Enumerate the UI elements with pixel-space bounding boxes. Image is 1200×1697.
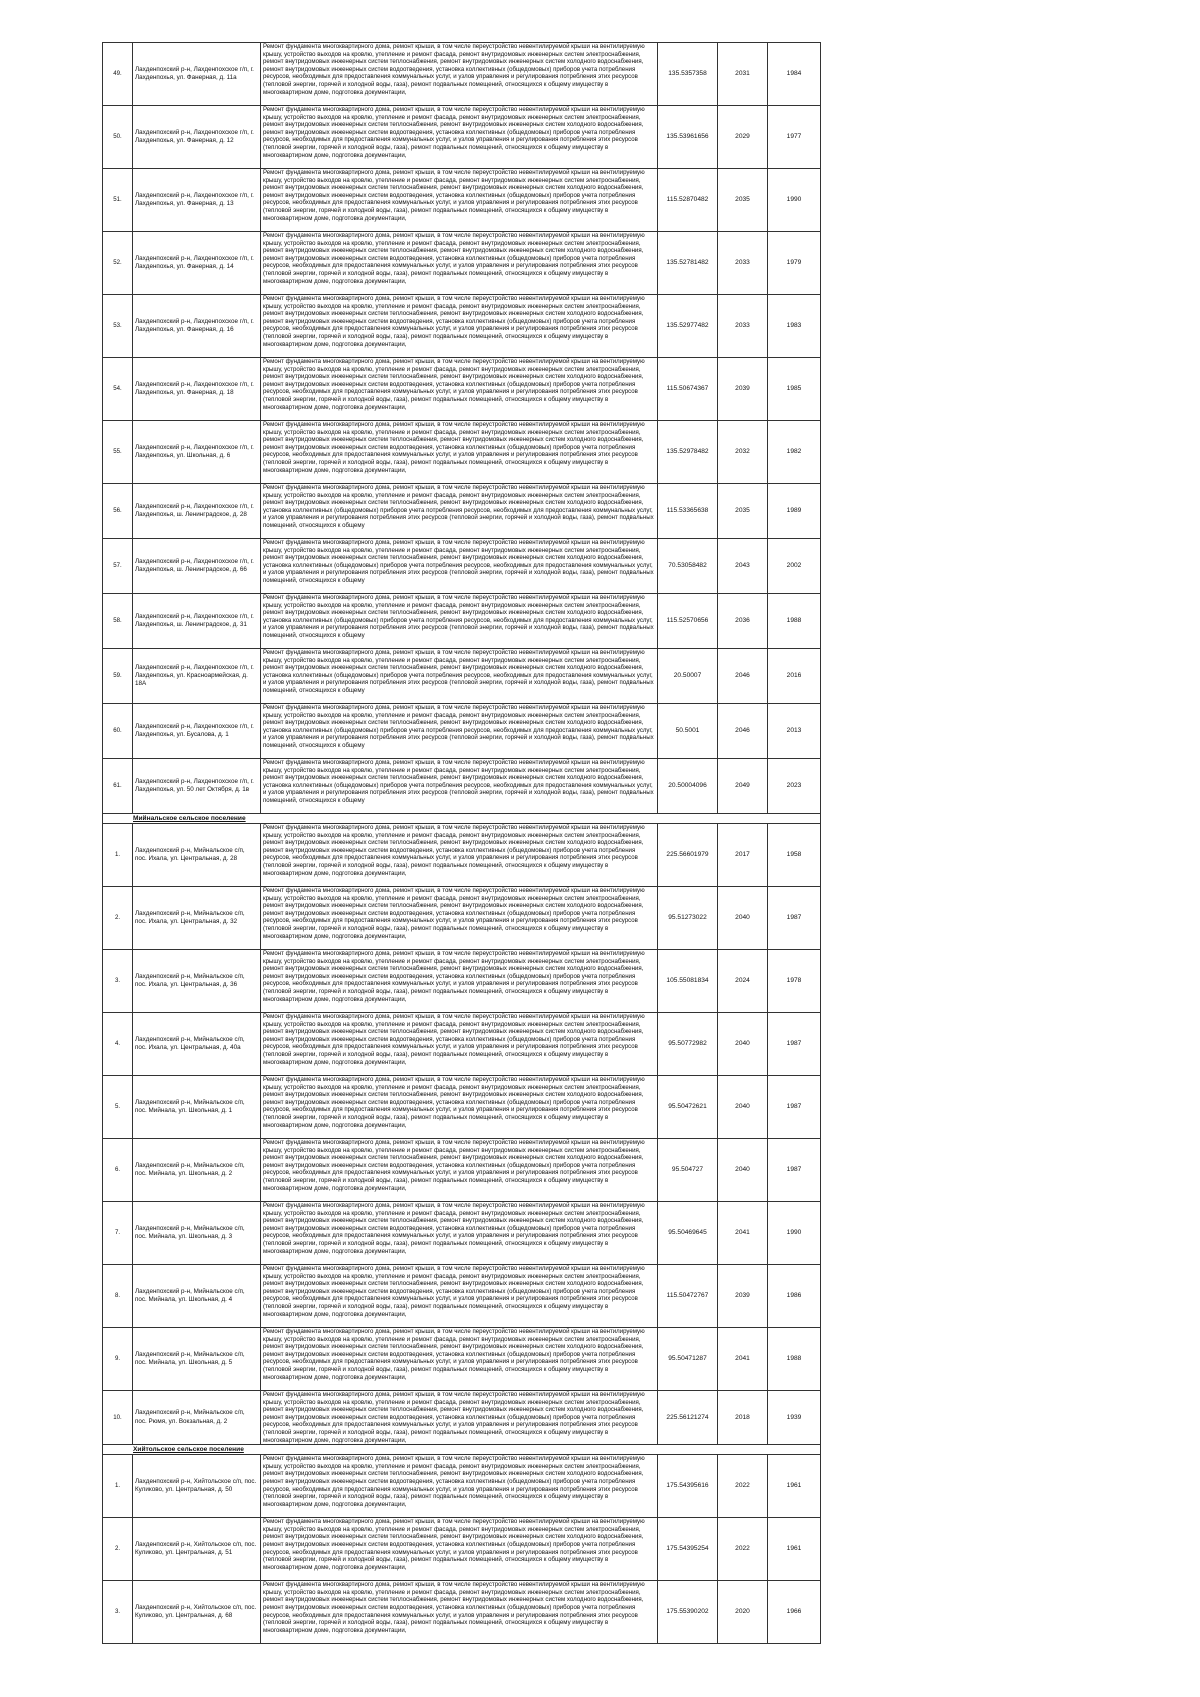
planned-year-cell: 2020	[718, 1581, 768, 1644]
planned-year-cell: 2040	[718, 887, 768, 950]
works-description-cell	[261, 295, 658, 358]
cost-cell: 135.52977482	[658, 295, 718, 358]
build-year-cell: 1961	[768, 1455, 821, 1518]
works-description-text: Ремонт фундамента многоквартирного дома, ремонт крыши, в том числе переустройство невентилируемой крыши на вентилируемую крышу, устройство выходов на кровлю, утепление и ремонт фасада, ремонт внутридомовых инженерных систем электроснабжения, ремонт внутридомовых инженерных систем теплоснабжения, ремонт внутридомовых инженерных систем холодного водоснабжения, ремонт внутридомовых инженерных систем водоотведения, установка коллективных (общедомовых) приборов учета потребления ресурсов, необходимых для предоставления коммунальных услуг, и узлов управления и регулирования потребления этих ресурсов (тепловой энергии, горячей и холодной воды, газа), ремонт подвальных помещений, относящихся к общему имуществу в многоквартирном доме, подготовка документации,	[263, 1391, 645, 1444]
table-row	[103, 484, 821, 539]
works-description-cell	[261, 1265, 658, 1328]
build-year-cell: 1987	[768, 1013, 821, 1076]
cost-cell: 135.52978482	[658, 421, 718, 484]
address-cell: Лахденпохский р-н, Мийнальское с/п, пос. Мийнала, ул. Школьная, д. 2	[133, 1139, 261, 1202]
table-row	[103, 1455, 821, 1518]
address-cell: Лахденпохский р-н, Лахденпохское г/п, г. Лахденпохья, ул. Фанерная, д. 16	[133, 295, 261, 358]
cost-cell: 95.50772982	[658, 1013, 718, 1076]
planned-year-cell: 2049	[718, 759, 768, 814]
address-cell: Лахденпохский р-н, Лахденпохское г/п, г. Лахденпохья, ул. Фанерная, д. 13	[133, 169, 261, 232]
planned-year-cell: 2022	[718, 1518, 768, 1581]
works-description-text: Ремонт фундамента многоквартирного дома, ремонт крыши, в том числе переустройство невентилируемой крыши на вентилируемую крышу, устройство выходов на кровлю, утепление и ремонт фасада, ремонт внутридомовых инженерных систем электроснабжения, ремонт внутридомовых инженерных систем теплоснабжения, ремонт внутридомовых инженерных систем холодного водоснабжения, ремонт внутридомовых инженерных систем водоотведения, установка коллективных (общедомовых) приборов учета потребления ресурсов, необходимых для предоставления коммунальных услуг, и узлов управления и регулирования потребления этих ресурсов (тепловой энергии, горячей и холодной воды, газа), ремонт подвальных помещений, относящихся к общему имуществу в многоквартирном доме, подготовка документации,	[263, 295, 645, 348]
cost-cell: 95.504727	[658, 1139, 718, 1202]
address-cell: Лахденпохский р-н, Лахденпохское г/п, г. Лахденпохья, ул. Фанерная, д. 18	[133, 358, 261, 421]
build-year-cell: 1966	[768, 1581, 821, 1644]
works-description-cell	[261, 484, 658, 539]
works-description-cell	[261, 232, 658, 295]
build-year-cell: 1982	[768, 421, 821, 484]
row-number-cell: 9.	[103, 1328, 133, 1391]
works-description-cell	[261, 539, 658, 594]
row-number-cell: 52.	[103, 232, 133, 295]
works-description-text: Ремонт фундамента многоквартирного дома, ремонт крыши, в том числе переустройство невентилируемой крыши на вентилируемую крышу, устройство выходов на кровлю, утепление и ремонт фасада, ремонт внутридомовых инженерных систем электроснабжения, ремонт внутридомовых инженерных систем теплоснабжения, ремонт внутридомовых инженерных систем холодного водоснабжения, ремонт внутридомовых инженерных систем водоотведения, установка коллективных (общедомовых) приборов учета потребления ресурсов, необходимых для предоставления коммунальных услуг, и узлов управления и регулирования потребления этих ресурсов (тепловой энергии, горячей и холодной воды, газа), ремонт подвальных помещений, относящихся к общему имуществу в многоквартирном доме, подготовка документации,	[263, 358, 645, 411]
row-number-cell: 61.	[103, 759, 133, 814]
build-year-cell: 1979	[768, 232, 821, 295]
table-row	[103, 887, 821, 950]
table-row	[103, 539, 821, 594]
planned-year-cell: 2031	[718, 43, 768, 106]
build-year-cell: 1978	[768, 950, 821, 1013]
build-year-cell: 1987	[768, 1076, 821, 1139]
table-row	[103, 594, 821, 649]
table-row	[103, 358, 821, 421]
row-number-cell: 1.	[103, 824, 133, 887]
works-description-text: Ремонт фундамента многоквартирного дома, ремонт крыши, в том числе переустройство невентилируемой крыши на вентилируемую крышу, устройство выходов на кровлю, утепление и ремонт фасада, ремонт внутридомовых инженерных систем электроснабжения, ремонт внутридомовых инженерных систем теплоснабжения, ремонт внутридомовых инженерных систем холодного водоснабжения, ремонт внутридомовых инженерных систем водоотведения, установка коллективных (общедомовых) приборов учета потребления ресурсов, необходимых для предоставления коммунальных услуг, и узлов управления и регулирования потребления этих ресурсов (тепловой энергии, горячей и холодной воды, газа), ремонт подвальных помещений, относящихся к общему имуществу в многоквартирном доме, подготовка документации,	[263, 421, 645, 474]
table-row	[103, 1265, 821, 1328]
build-year-cell: 1984	[768, 43, 821, 106]
table-row	[103, 1013, 821, 1076]
table-row	[103, 232, 821, 295]
works-description-text: Ремонт фундамента многоквартирного дома, ремонт крыши, в том числе переустройство невентилируемой крыши на вентилируемую крышу, устройство выходов на кровлю, утепление и ремонт фасада, ремонт внутридомовых инженерных систем электроснабжения, ремонт внутридомовых инженерных систем теплоснабжения, ремонт внутридомовых инженерных систем холодного водоснабжения, установка коллективных (общедомовых) приборов учета потребления ресурсов, необходимых для предоставления коммунальных услуг, и узлов управления и регулирования потребления этих ресурсов (тепловой энергии, горячей и холодной воды, газа), ремонт подвальных помещений, относящихся к общему	[263, 484, 654, 529]
cost-cell: 115.52870482	[658, 169, 718, 232]
works-description-text: Ремонт фундамента многоквартирного дома, ремонт крыши, в том числе переустройство невентилируемой крыши на вентилируемую крышу, устройство выходов на кровлю, утепление и ремонт фасада, ремонт внутридомовых инженерных систем электроснабжения, ремонт внутридомовых инженерных систем теплоснабжения, ремонт внутридомовых инженерных систем холодного водоснабжения, ремонт внутридомовых инженерных систем водоотведения, установка коллективных (общедомовых) приборов учета потребления ресурсов, необходимых для предоставления коммунальных услуг, и узлов управления и регулирования потребления этих ресурсов (тепловой энергии, горячей и холодной воды, газа), ремонт подвальных помещений, относящихся к общему имуществу в многоквартирном доме, подготовка документации,	[263, 1076, 645, 1129]
address-cell: Лахденпохский р-н, Мийнальское с/п, пос. Ихала, ул. Центральная, д. 28	[133, 824, 261, 887]
works-description-text: Ремонт фундамента многоквартирного дома, ремонт крыши, в том числе переустройство невентилируемой крыши на вентилируемую крышу, устройство выходов на кровлю, утепление и ремонт фасада, ремонт внутридомовых инженерных систем электроснабжения, ремонт внутридомовых инженерных систем теплоснабжения, ремонт внутридомовых инженерных систем холодного водоснабжения, ремонт внутридомовых инженерных систем водоотведения, установка коллективных (общедомовых) приборов учета потребления ресурсов, необходимых для предоставления коммунальных услуг, и узлов управления и регулирования потребления этих ресурсов (тепловой энергии, горячей и холодной воды, газа), ремонт подвальных помещений, относящихся к общему имуществу в многоквартирном доме, подготовка документации,	[263, 1202, 645, 1255]
address-cell: Лахденпохский р-н, Лахденпохское г/п, г. Лахденпохья, ш. Ленинградское, д. 31	[133, 594, 261, 649]
works-description-text: Ремонт фундамента многоквартирного дома, ремонт крыши, в том числе переустройство невентилируемой крыши на вентилируемую крышу, устройство выходов на кровлю, утепление и ремонт фасада, ремонт внутридомовых инженерных систем электроснабжения, ремонт внутридомовых инженерных систем теплоснабжения, ремонт внутридомовых инженерных систем холодного водоснабжения, ремонт внутридомовых инженерных систем водоотведения, установка коллективных (общедомовых) приборов учета потребления ресурсов, необходимых для предоставления коммунальных услуг, и узлов управления и регулирования потребления этих ресурсов (тепловой энергии, горячей и холодной воды, газа), ремонт подвальных помещений, относящихся к общему имуществу в многоквартирном доме, подготовка документации,	[263, 106, 645, 159]
row-number-cell: 4.	[103, 1013, 133, 1076]
cost-cell: 175.54395616	[658, 1455, 718, 1518]
planned-year-cell: 2033	[718, 232, 768, 295]
works-description-text: Ремонт фундамента многоквартирного дома, ремонт крыши, в том числе переустройство невентилируемой крыши на вентилируемую крышу, устройство выходов на кровлю, утепление и ремонт фасада, ремонт внутридомовых инженерных систем электроснабжения, ремонт внутридомовых инженерных систем теплоснабжения, ремонт внутридомовых инженерных систем холодного водоснабжения, установка коллективных (общедомовых) приборов учета потребления ресурсов, необходимых для предоставления коммунальных услуг, и узлов управления и регулирования потребления этих ресурсов (тепловой энергии, горячей и холодной воды, газа), ремонт подвальных помещений, относящихся к общему	[263, 704, 654, 749]
planned-year-cell: 2040	[718, 1076, 768, 1139]
table-row	[103, 106, 821, 169]
cost-cell: 115.50472767	[658, 1265, 718, 1328]
address-cell: Лахденпохский р-н, Лахденпохское г/п, г. Лахденпохья, ул. Фанерная, д. 12	[133, 106, 261, 169]
planned-year-cell: 2024	[718, 950, 768, 1013]
row-number-cell: 3.	[103, 950, 133, 1013]
works-description-cell	[261, 1455, 658, 1518]
cost-cell: 115.52570656	[658, 594, 718, 649]
row-number-cell: 49.	[103, 43, 133, 106]
table-row	[103, 1076, 821, 1139]
works-description-text: Ремонт фундамента многоквартирного дома, ремонт крыши, в том числе переустройство невентилируемой крыши на вентилируемую крышу, устройство выходов на кровлю, утепление и ремонт фасада, ремонт внутридомовых инженерных систем электроснабжения, ремонт внутридомовых инженерных систем теплоснабжения, ремонт внутридомовых инженерных систем холодного водоснабжения, ремонт внутридомовых инженерных систем водоотведения, установка коллективных (общедомовых) приборов учета потребления ресурсов, необходимых для предоставления коммунальных услуг, и узлов управления и регулирования потребления этих ресурсов (тепловой энергии, горячей и холодной воды, газа), ремонт подвальных помещений, относящихся к общему имуществу в многоквартирном доме, подготовка документации,	[263, 169, 645, 222]
section-title: Мийнальское сельское поселение	[103, 814, 821, 824]
row-number-cell: 51.	[103, 169, 133, 232]
address-cell: Лахденпохский р-н, Мийнальское с/п, пос. Ихала, ул. Центральная, д. 40а	[133, 1013, 261, 1076]
planned-year-cell: 2035	[718, 484, 768, 539]
row-number-cell: 1.	[103, 1455, 133, 1518]
works-description-text: Ремонт фундамента многоквартирного дома, ремонт крыши, в том числе переустройство невентилируемой крыши на вентилируемую крышу, устройство выходов на кровлю, утепление и ремонт фасада, ремонт внутридомовых инженерных систем электроснабжения, ремонт внутридомовых инженерных систем теплоснабжения, ремонт внутридомовых инженерных систем холодного водоснабжения, ремонт внутридомовых инженерных систем водоотведения, установка коллективных (общедомовых) приборов учета потребления ресурсов, необходимых для предоставления коммунальных услуг, и узлов управления и регулирования потребления этих ресурсов (тепловой энергии, горячей и холодной воды, газа), ремонт подвальных помещений, относящихся к общему имуществу в многоквартирном доме, подготовка документации,	[263, 232, 645, 285]
cost-cell: 175.55390202	[658, 1581, 718, 1644]
table-row	[103, 950, 821, 1013]
table-row	[103, 1581, 821, 1644]
build-year-cell: 2016	[768, 649, 821, 704]
row-number-cell: 2.	[103, 887, 133, 950]
table-row	[103, 649, 821, 704]
row-number-cell: 8.	[103, 1265, 133, 1328]
build-year-cell: 1958	[768, 824, 821, 887]
works-description-cell	[261, 1518, 658, 1581]
works-description-cell	[261, 1139, 658, 1202]
address-cell: Лахденпохский р-н, Мийнальское с/п, пос. Ихала, ул. Центральная, д. 36	[133, 950, 261, 1013]
table-row	[103, 759, 821, 814]
cost-cell: 115.50674367	[658, 358, 718, 421]
works-description-text: Ремонт фундамента многоквартирного дома, ремонт крыши, в том числе переустройство невентилируемой крыши на вентилируемую крышу, устройство выходов на кровлю, утепление и ремонт фасада, ремонт внутридомовых инженерных систем электроснабжения, ремонт внутридомовых инженерных систем теплоснабжения, ремонт внутридомовых инженерных систем холодного водоснабжения, ремонт внутридомовых инженерных систем водоотведения, установка коллективных (общедомовых) приборов учета потребления ресурсов, необходимых для предоставления коммунальных услуг, и узлов управления и регулирования потребления этих ресурсов (тепловой энергии, горячей и холодной воды, газа), ремонт подвальных помещений, относящихся к общему имуществу в многоквартирном доме, подготовка документации,	[263, 43, 645, 96]
table-row	[103, 1328, 821, 1391]
address-cell: Лахденпохский р-н, Мийнальское с/п, пос. Рюмя, ул. Вокзальная, д. 2	[133, 1391, 261, 1445]
works-description-text: Ремонт фундамента многоквартирного дома, ремонт крыши, в том числе переустройство невентилируемой крыши на вентилируемую крышу, устройство выходов на кровлю, утепление и ремонт фасада, ремонт внутридомовых инженерных систем электроснабжения, ремонт внутридомовых инженерных систем теплоснабжения, ремонт внутридомовых инженерных систем холодного водоснабжения, установка коллективных (общедомовых) приборов учета потребления ресурсов, необходимых для предоставления коммунальных услуг, и узлов управления и регулирования потребления этих ресурсов (тепловой энергии, горячей и холодной воды, газа), ремонт подвальных помещений, относящихся к общему	[263, 594, 654, 639]
cost-cell: 135.53961656	[658, 106, 718, 169]
table-row	[103, 421, 821, 484]
address-cell: Лахденпохский р-н, Хийтольское с/п, пос. Куликово, ул. Центральная, д. 50	[133, 1455, 261, 1518]
build-year-cell: 1988	[768, 594, 821, 649]
row-number-cell: 3.	[103, 1581, 133, 1644]
table-row	[103, 704, 821, 759]
works-description-cell	[261, 759, 658, 814]
address-cell: Лахденпохский р-н, Лахденпохское г/п, г. Лахденпохья, ул. Фанерная, д. 11а	[133, 43, 261, 106]
repair-program-table	[102, 42, 821, 1644]
row-number-cell: 10.	[103, 1391, 133, 1445]
table-row	[103, 1139, 821, 1202]
build-year-cell: 1988	[768, 1328, 821, 1391]
planned-year-cell: 2040	[718, 1139, 768, 1202]
works-description-cell	[261, 704, 658, 759]
works-description-cell	[261, 950, 658, 1013]
works-description-cell	[261, 824, 658, 887]
cost-cell: 20.50004096	[658, 759, 718, 814]
works-description-cell	[261, 358, 658, 421]
cost-cell: 95.50472621	[658, 1076, 718, 1139]
planned-year-cell: 2017	[718, 824, 768, 887]
address-cell: Лахденпохский р-н, Лахденпохское г/п, г. Лахденпохья, ул. Бусалова, д. 1	[133, 704, 261, 759]
cost-cell: 70.53058482	[658, 539, 718, 594]
address-cell: Лахденпохский р-н, Мийнальское с/п, пос. Мийнала, ул. Школьная, д. 5	[133, 1328, 261, 1391]
planned-year-cell: 2041	[718, 1202, 768, 1265]
works-description-text: Ремонт фундамента многоквартирного дома, ремонт крыши, в том числе переустройство невентилируемой крыши на вентилируемую крышу, устройство выходов на кровлю, утепление и ремонт фасада, ремонт внутридомовых инженерных систем электроснабжения, ремонт внутридомовых инженерных систем теплоснабжения, ремонт внутридомовых инженерных систем холодного водоснабжения, ремонт внутридомовых инженерных систем водоотведения, установка коллективных (общедомовых) приборов учета потребления ресурсов, необходимых для предоставления коммунальных услуг, и узлов управления и регулирования потребления этих ресурсов (тепловой энергии, горячей и холодной воды, газа), ремонт подвальных помещений, относящихся к общему имуществу в многоквартирном доме, подготовка документации,	[263, 1139, 645, 1192]
works-description-text: Ремонт фундамента многоквартирного дома, ремонт крыши, в том числе переустройство невентилируемой крыши на вентилируемую крышу, устройство выходов на кровлю, утепление и ремонт фасада, ремонт внутридомовых инженерных систем электроснабжения, ремонт внутридомовых инженерных систем теплоснабжения, ремонт внутридомовых инженерных систем холодного водоснабжения, ремонт внутридомовых инженерных систем водоотведения, установка коллективных (общедомовых) приборов учета потребления ресурсов, необходимых для предоставления коммунальных услуг, и узлов управления и регулирования потребления этих ресурсов (тепловой энергии, горячей и холодной воды, газа), ремонт подвальных помещений, относящихся к общему имуществу в многоквартирном доме, подготовка документации,	[263, 1518, 645, 1571]
table-row	[103, 824, 821, 887]
works-description-text: Ремонт фундамента многоквартирного дома, ремонт крыши, в том числе переустройство невентилируемой крыши на вентилируемую крышу, устройство выходов на кровлю, утепление и ремонт фасада, ремонт внутридомовых инженерных систем электроснабжения, ремонт внутридомовых инженерных систем теплоснабжения, ремонт внутридомовых инженерных систем холодного водоснабжения, ремонт внутридомовых инженерных систем водоотведения, установка коллективных (общедомовых) приборов учета потребления ресурсов, необходимых для предоставления коммунальных услуг, и узлов управления и регулирования потребления этих ресурсов (тепловой энергии, горячей и холодной воды, газа), ремонт подвальных помещений, относящихся к общему имуществу в многоквартирном доме, подготовка документации,	[263, 1581, 645, 1634]
cost-cell: 135.5357358	[658, 43, 718, 106]
address-cell: Лахденпохский р-н, Лахденпохское г/п, г. Лахденпохья, ул. Красноармейская, д. 18А	[133, 649, 261, 704]
row-number-cell: 54.	[103, 358, 133, 421]
row-number-cell: 59.	[103, 649, 133, 704]
planned-year-cell: 2039	[718, 1265, 768, 1328]
row-number-cell: 60.	[103, 704, 133, 759]
works-description-cell	[261, 649, 658, 704]
row-number-cell: 7.	[103, 1202, 133, 1265]
build-year-cell: 1961	[768, 1518, 821, 1581]
build-year-cell: 1985	[768, 358, 821, 421]
build-year-cell: 1983	[768, 295, 821, 358]
planned-year-cell: 2039	[718, 358, 768, 421]
address-cell: Лахденпохский р-н, Лахденпохское г/п, г. Лахденпохья, ул. Школьная, д. 6	[133, 421, 261, 484]
build-year-cell: 1990	[768, 169, 821, 232]
works-description-text: Ремонт фундамента многоквартирного дома, ремонт крыши, в том числе переустройство невентилируемой крыши на вентилируемую крышу, устройство выходов на кровлю, утепление и ремонт фасада, ремонт внутридомовых инженерных систем электроснабжения, ремонт внутридомовых инженерных систем теплоснабжения, ремонт внутридомовых инженерных систем холодного водоснабжения, ремонт внутридомовых инженерных систем водоотведения, установка коллективных (общедомовых) приборов учета потребления ресурсов, необходимых для предоставления коммунальных услуг, и узлов управления и регулирования потребления этих ресурсов (тепловой энергии, горячей и холодной воды, газа), ремонт подвальных помещений, относящихся к общему имуществу в многоквартирном доме, подготовка документации,	[263, 887, 645, 940]
row-number-cell: 50.	[103, 106, 133, 169]
planned-year-cell: 2040	[718, 1013, 768, 1076]
planned-year-cell: 2032	[718, 421, 768, 484]
row-number-cell: 57.	[103, 539, 133, 594]
build-year-cell: 2023	[768, 759, 821, 814]
row-number-cell: 55.	[103, 421, 133, 484]
table-row	[103, 1391, 821, 1445]
cost-cell: 225.56601979	[658, 824, 718, 887]
works-description-text: Ремонт фундамента многоквартирного дома, ремонт крыши, в том числе переустройство невентилируемой крыши на вентилируемую крышу, устройство выходов на кровлю, утепление и ремонт фасада, ремонт внутридомовых инженерных систем электроснабжения, ремонт внутридомовых инженерных систем теплоснабжения, ремонт внутридомовых инженерных систем холодного водоснабжения, ремонт внутридомовых инженерных систем водоотведения, установка коллективных (общедомовых) приборов учета потребления ресурсов, необходимых для предоставления коммунальных услуг, и узлов управления и регулирования потребления этих ресурсов (тепловой энергии, горячей и холодной воды, газа), ремонт подвальных помещений, относящихся к общему имуществу в многоквартирном доме, подготовка документации,	[263, 1455, 645, 1508]
planned-year-cell: 2018	[718, 1391, 768, 1445]
row-number-cell: 56.	[103, 484, 133, 539]
works-description-cell	[261, 106, 658, 169]
cost-cell: 105.55081834	[658, 950, 718, 1013]
address-cell: Лахденпохский р-н, Мийнальское с/п, пос. Мийнала, ул. Школьная, д. 3	[133, 1202, 261, 1265]
cost-cell: 175.54395254	[658, 1518, 718, 1581]
cost-cell: 115.53365638	[658, 484, 718, 539]
row-number-cell: 2.	[103, 1518, 133, 1581]
cost-cell: 95.50471287	[658, 1328, 718, 1391]
cost-cell: 95.50469645	[658, 1202, 718, 1265]
planned-year-cell: 2036	[718, 594, 768, 649]
works-description-cell	[261, 1076, 658, 1139]
address-cell: Лахденпохский р-н, Лахденпохское г/п, г. Лахденпохья, ул. 50 лет Октября, д. 1в	[133, 759, 261, 814]
works-description-text: Ремонт фундамента многоквартирного дома, ремонт крыши, в том числе переустройство невентилируемой крыши на вентилируемую крышу, устройство выходов на кровлю, утепление и ремонт фасада, ремонт внутридомовых инженерных систем электроснабжения, ремонт внутридомовых инженерных систем теплоснабжения, ремонт внутридомовых инженерных систем холодного водоснабжения, ремонт внутридомовых инженерных систем водоотведения, установка коллективных (общедомовых) приборов учета потребления ресурсов, необходимых для предоставления коммунальных услуг, и узлов управления и регулирования потребления этих ресурсов (тепловой энергии, горячей и холодной воды, газа), ремонт подвальных помещений, относящихся к общему имуществу в многоквартирном доме, подготовка документации,	[263, 1265, 645, 1318]
address-cell: Лахденпохский р-н, Хийтольское с/п, пос. Куликово, ул. Центральная, д. 51	[133, 1518, 261, 1581]
planned-year-cell: 2041	[718, 1328, 768, 1391]
section-title: Хийтольское сельское поселение	[103, 1445, 821, 1455]
works-description-text: Ремонт фундамента многоквартирного дома, ремонт крыши, в том числе переустройство невентилируемой крыши на вентилируемую крышу, устройство выходов на кровлю, утепление и ремонт фасада, ремонт внутридомовых инженерных систем электроснабжения, ремонт внутридомовых инженерных систем теплоснабжения, ремонт внутридомовых инженерных систем холодного водоснабжения, ремонт внутридомовых инженерных систем водоотведения, установка коллективных (общедомовых) приборов учета потребления ресурсов, необходимых для предоставления коммунальных услуг, и узлов управления и регулирования потребления этих ресурсов (тепловой энергии, горячей и холодной воды, газа), ремонт подвальных помещений, относящихся к общему имуществу в многоквартирном доме, подготовка документации,	[263, 824, 645, 877]
row-number-cell: 5.	[103, 1076, 133, 1139]
section-header-row	[103, 1445, 821, 1455]
works-description-text: Ремонт фундамента многоквартирного дома, ремонт крыши, в том числе переустройство невентилируемой крыши на вентилируемую крышу, устройство выходов на кровлю, утепление и ремонт фасада, ремонт внутридомовых инженерных систем электроснабжения, ремонт внутридомовых инженерных систем теплоснабжения, ремонт внутридомовых инженерных систем холодного водоснабжения, установка коллективных (общедомовых) приборов учета потребления ресурсов, необходимых для предоставления коммунальных услуг, и узлов управления и регулирования потребления этих ресурсов (тепловой энергии, горячей и холодной воды, газа), ремонт подвальных помещений, относящихся к общему	[263, 539, 654, 584]
works-description-text: Ремонт фундамента многоквартирного дома, ремонт крыши, в том числе переустройство невентилируемой крыши на вентилируемую крышу, устройство выходов на кровлю, утепление и ремонт фасада, ремонт внутридомовых инженерных систем электроснабжения, ремонт внутридомовых инженерных систем теплоснабжения, ремонт внутридомовых инженерных систем холодного водоснабжения, ремонт внутридомовых инженерных систем водоотведения, установка коллективных (общедомовых) приборов учета потребления ресурсов, необходимых для предоставления коммунальных услуг, и узлов управления и регулирования потребления этих ресурсов (тепловой энергии, горячей и холодной воды, газа), ремонт подвальных помещений, относящихся к общему имуществу в многоквартирном доме, подготовка документации,	[263, 1328, 645, 1381]
works-description-cell	[261, 1013, 658, 1076]
build-year-cell: 1977	[768, 106, 821, 169]
table-row	[103, 43, 821, 106]
document-page	[102, 42, 820, 1644]
works-description-cell	[261, 594, 658, 649]
cost-cell: 135.52781482	[658, 232, 718, 295]
table-row	[103, 1518, 821, 1581]
works-description-cell	[261, 43, 658, 106]
build-year-cell: 1939	[768, 1391, 821, 1445]
works-description-cell	[261, 1391, 658, 1445]
planned-year-cell: 2033	[718, 295, 768, 358]
planned-year-cell: 2029	[718, 106, 768, 169]
works-description-cell	[261, 887, 658, 950]
build-year-cell: 2013	[768, 704, 821, 759]
works-description-text: Ремонт фундамента многоквартирного дома, ремонт крыши, в том числе переустройство невентилируемой крыши на вентилируемую крышу, устройство выходов на кровлю, утепление и ремонт фасада, ремонт внутридомовых инженерных систем электроснабжения, ремонт внутридомовых инженерных систем теплоснабжения, ремонт внутридомовых инженерных систем холодного водоснабжения, установка коллективных (общедомовых) приборов учета потребления ресурсов, необходимых для предоставления коммунальных услуг, и узлов управления и регулирования потребления этих ресурсов (тепловой энергии, горячей и холодной воды, газа), ремонт подвальных помещений, относящихся к общему	[263, 649, 654, 694]
works-description-cell	[261, 1328, 658, 1391]
address-cell: Лахденпохский р-н, Лахденпохское г/п, г. Лахденпохья, ул. Фанерная, д. 14	[133, 232, 261, 295]
build-year-cell: 1990	[768, 1202, 821, 1265]
works-description-text: Ремонт фундамента многоквартирного дома, ремонт крыши, в том числе переустройство невентилируемой крыши на вентилируемую крышу, устройство выходов на кровлю, утепление и ремонт фасада, ремонт внутридомовых инженерных систем электроснабжения, ремонт внутридомовых инженерных систем теплоснабжения, ремонт внутридомовых инженерных систем холодного водоснабжения, ремонт внутридомовых инженерных систем водоотведения, установка коллективных (общедомовых) приборов учета потребления ресурсов, необходимых для предоставления коммунальных услуг, и узлов управления и регулирования потребления этих ресурсов (тепловой энергии, горячей и холодной воды, газа), ремонт подвальных помещений, относящихся к общему имуществу в многоквартирном доме, подготовка документации,	[263, 1013, 645, 1066]
row-number-cell: 53.	[103, 295, 133, 358]
works-description-text: Ремонт фундамента многоквартирного дома, ремонт крыши, в том числе переустройство невентилируемой крыши на вентилируемую крышу, устройство выходов на кровлю, утепление и ремонт фасада, ремонт внутридомовых инженерных систем электроснабжения, ремонт внутридомовых инженерных систем теплоснабжения, ремонт внутридомовых инженерных систем холодного водоснабжения, ремонт внутридомовых инженерных систем водоотведения, установка коллективных (общедомовых) приборов учета потребления ресурсов, необходимых для предоставления коммунальных услуг, и узлов управления и регулирования потребления этих ресурсов (тепловой энергии, горячей и холодной воды, газа), ремонт подвальных помещений, относящихся к общему имуществу в многоквартирном доме, подготовка документации,	[263, 950, 645, 1003]
table-body	[103, 43, 821, 1644]
cost-cell: 225.56121274	[658, 1391, 718, 1445]
planned-year-cell: 2046	[718, 704, 768, 759]
section-header-row	[103, 814, 821, 824]
works-description-cell	[261, 169, 658, 232]
cost-cell: 20.50007	[658, 649, 718, 704]
planned-year-cell: 2022	[718, 1455, 768, 1518]
address-cell: Лахденпохский р-н, Лахденпохское г/п, г. Лахденпохья, ш. Ленинградское, д. 66	[133, 539, 261, 594]
works-description-text: Ремонт фундамента многоквартирного дома, ремонт крыши, в том числе переустройство невентилируемой крыши на вентилируемую крышу, устройство выходов на кровлю, утепление и ремонт фасада, ремонт внутридомовых инженерных систем электроснабжения, ремонт внутридомовых инженерных систем теплоснабжения, ремонт внутридомовых инженерных систем холодного водоснабжения, установка коллективных (общедомовых) приборов учета потребления ресурсов, необходимых для предоставления коммунальных услуг, и узлов управления и регулирования потребления этих ресурсов (тепловой энергии, горячей и холодной воды, газа), ремонт подвальных помещений, относящихся к общему	[263, 759, 654, 804]
works-description-cell	[261, 421, 658, 484]
row-number-cell: 58.	[103, 594, 133, 649]
planned-year-cell: 2046	[718, 649, 768, 704]
address-cell: Лахденпохский р-н, Лахденпохское г/п, г. Лахденпохья, ш. Ленинградское, д. 28	[133, 484, 261, 539]
table-row	[103, 1202, 821, 1265]
planned-year-cell: 2043	[718, 539, 768, 594]
build-year-cell: 1989	[768, 484, 821, 539]
address-cell: Лахденпохский р-н, Мийнальское с/п, пос. Ихала, ул. Центральная, д. 32	[133, 887, 261, 950]
build-year-cell: 1987	[768, 887, 821, 950]
works-description-cell	[261, 1581, 658, 1644]
address-cell: Лахденпохский р-н, Хийтольское с/п, пос. Куликово, ул. Центральная, д. 68	[133, 1581, 261, 1644]
address-cell: Лахденпохский р-н, Мийнальское с/п, пос. Мийнала, ул. Школьная, д. 1	[133, 1076, 261, 1139]
planned-year-cell: 2035	[718, 169, 768, 232]
build-year-cell: 2002	[768, 539, 821, 594]
row-number-cell: 6.	[103, 1139, 133, 1202]
table-row	[103, 169, 821, 232]
works-description-cell	[261, 1202, 658, 1265]
address-cell: Лахденпохский р-н, Мийнальское с/п, пос. Мийнала, ул. Школьная, д. 4	[133, 1265, 261, 1328]
build-year-cell: 1986	[768, 1265, 821, 1328]
table-row	[103, 295, 821, 358]
cost-cell: 50.5001	[658, 704, 718, 759]
build-year-cell: 1987	[768, 1139, 821, 1202]
cost-cell: 95.51273022	[658, 887, 718, 950]
